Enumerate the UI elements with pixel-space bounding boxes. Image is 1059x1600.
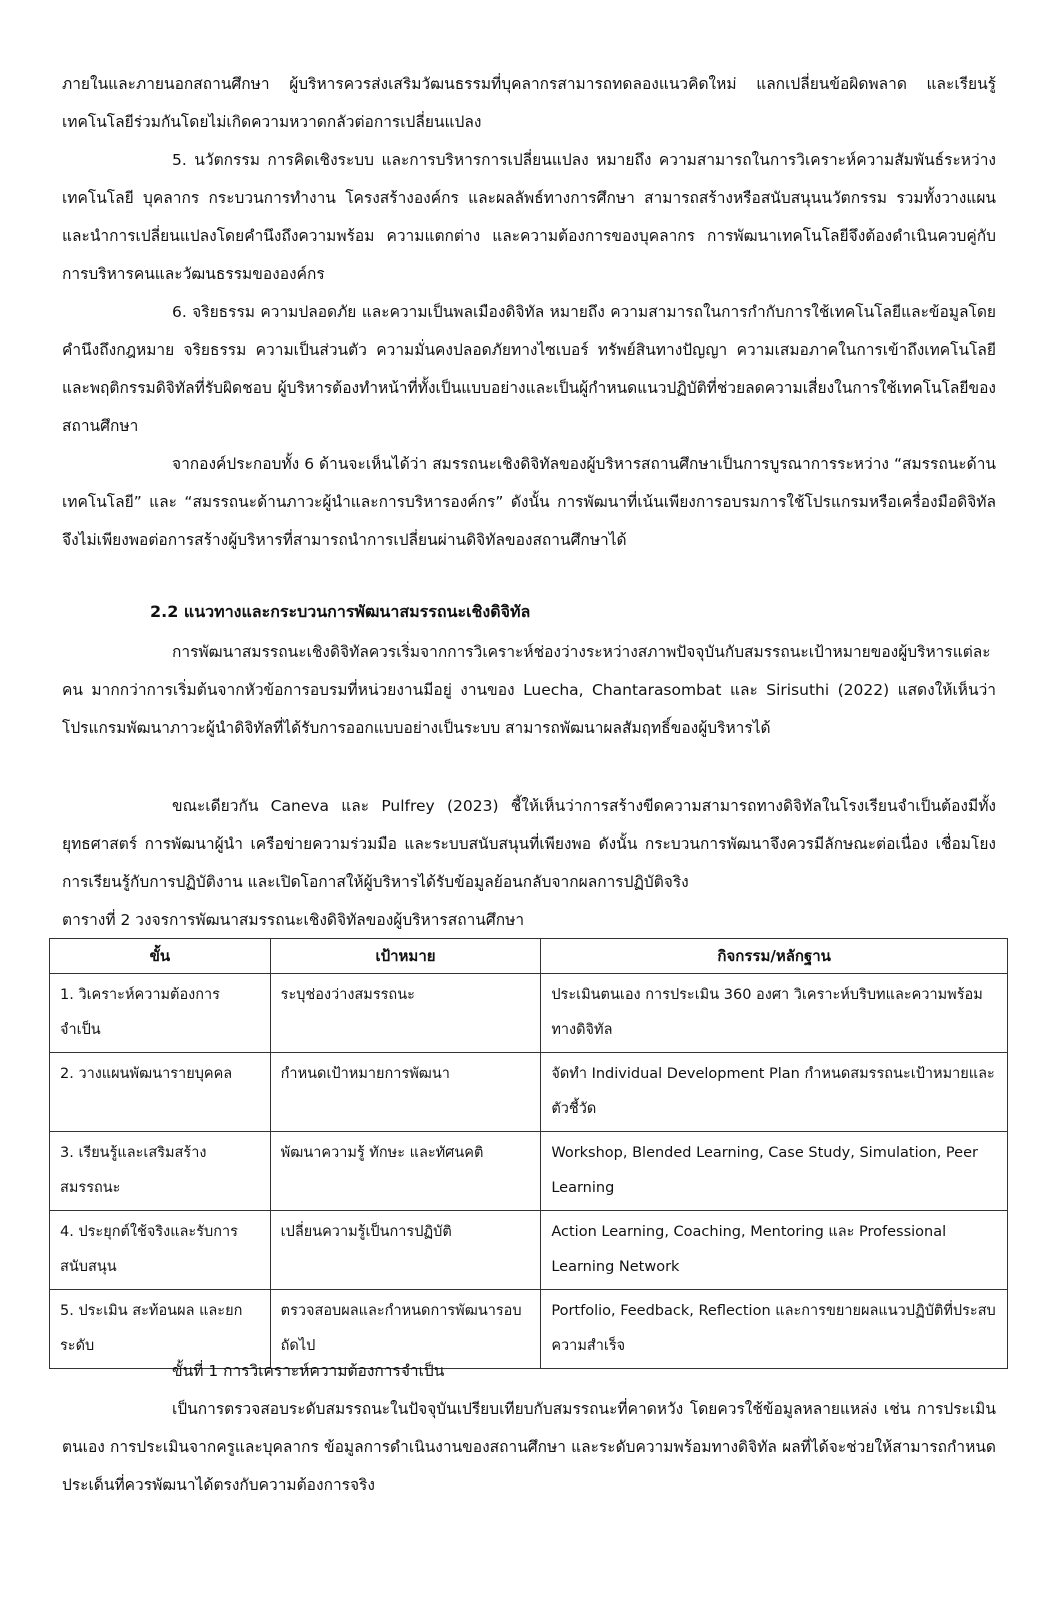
paragraph-item-5: 5. นวัตกรรม การคิดเชิงระบบ และการบริหารการเปลี่ยนแปลง หมายถึง ความสามารถในการวิเคราะห์ความสัมพันธ์ระหว่างเทคโนโลยี บุคลากร กระบวนการทำงาน โครงสร้างองค์กร และผลลัพธ์ทางการศึกษา สามารถสร้างหรือสนับสนุนนวัตกรรม รวมทั้งวางแผนและนำการเปลี่ยนแปลงโดยคำนึงถึงความพร้อม ความแตกต่าง และความต้องการของบุคลากร การพัฒนาเทคโนโลยีจึงต้องดำเนินควบคู่กับการบริหารคนและวัฒนธรรมขององค์กร <box>62 151 996 283</box>
paragraph-step-1-body: เป็นการตรวจสอบระดับสมรรถนะในปัจจุบันเปรียบเทียบกับสมรรถนะที่คาดหวัง โดยควรใช้ข้อมูลหลายแหล่ง เช่น การประเมินตนเอง การประเมินจากครูและบุคลากร ข้อมูลการดำเนินงานของสถานศึกษา และระดับความพร้อมทางดิจิทัล ผลที่ได้จะช่วยให้สามารถกำหนดประเด็นที่ควรพัฒนาได้ตรงกับความต้องการจริง <box>62 1400 996 1494</box>
table-cell-step: 3. เรียนรู้และเสริมสร้างสมรรถนะ <box>50 1132 271 1211</box>
table-cell-activities: Workshop, Blended Learning, Case Study, Simulation, Peer Learning <box>541 1132 1008 1211</box>
table-row <box>50 1053 1008 1132</box>
table-cell-step: 4. ประยุกต์ใช้จริงและรับการสนับสนุน <box>50 1211 271 1290</box>
paragraph-summary: จากองค์ประกอบทั้ง 6 ด้านจะเห็นได้ว่า สมรรถนะเชิงดิจิทัลของผู้บริหารสถานศึกษาเป็นการบูรณาการระหว่าง “สมรรถนะด้านเทคโนโลยี” และ “สมรรถนะด้านภาวะผู้นำและการบริหารองค์กร” ดังนั้น การพัฒนาที่เน้นเพียงการอบรมการใช้โปรแกรมหรือเครื่องมือดิจิทัลจึงไม่เพียงพอต่อการสร้างผู้บริหารที่สามารถนำการเปลี่ยนผ่านดิจิทัลของสถานศึกษาได้ <box>62 455 996 549</box>
paragraph-capacity-building: ขณะเดียวกัน Caneva และ Pulfrey (2023) ชี้ให้เห็นว่าการสร้างขีดความสามารถทางดิจิทัลในโรงเรียนจำเป็นต้องมีทั้งยุทธศาสตร์ การพัฒนาผู้นำ เครือข่ายความร่วมมือ และระบบสนับสนุนที่เพียงพอ ดังนั้น กระบวนการพัฒนาจึงควรมีลักษณะต่อเนื่อง เชื่อมโยงการเรียนรู้กับการปฏิบัติงาน และเปิดโอกาสให้ผู้บริหารได้รับข้อมูลย้อนกลับจากผลการปฏิบัติจริง <box>62 797 996 891</box>
paragraph-development-approach: การพัฒนาสมรรถนะเชิงดิจิทัลควรเริ่มจากการวิเคราะห์ช่องว่างระหว่างสภาพปัจจุบันกับสมรรถนะเป้าหมายของผู้บริหารแต่ละคน มากกว่าการเริ่มต้นจากหัวข้อการอบรมที่หน่วยงานมีอยู่ งานของ Luecha, Chantarasombat และ Sirisuthi (2022) แสดงให้เห็นว่าโปรแกรมพัฒนาภาวะผู้นำดิจิทัลที่ได้รับการออกแบบอย่างเป็นระบบ สามารถพัฒนาผลสัมฤทธิ์ของผู้บริหารได้ <box>62 643 996 737</box>
paragraph-item-6: 6. จริยธรรม ความปลอดภัย และความเป็นพลเมืองดิจิทัล หมายถึง ความสามารถในการกำกับการใช้เทคโนโลยีและข้อมูลโดยคำนึงถึงกฎหมาย จริยธรรม ความเป็นส่วนตัว ความมั่นคงปลอดภัยทางไซเบอร์ ทรัพย์สินทางปัญญา ความเสมอภาคในการเข้าถึงเทคโนโลยี และพฤติกรรมดิจิทัลที่รับผิดชอบ ผู้บริหารต้องทำหน้าที่ทั้งเป็นแบบอย่างและเป็นผู้กำหนดแนวปฏิบัติที่ช่วยลดความเสี่ยงในการใช้เทคโนโลยีของสถานศึกษา <box>62 303 996 435</box>
table-cell-goal: เปลี่ยนความรู้เป็นการปฏิบัติ <box>270 1211 541 1290</box>
table-cell-step: 1. วิเคราะห์ความต้องการจำเป็น <box>50 974 271 1053</box>
table-cell-activities: ประเมินตนเอง การประเมิน 360 องศา วิเคราะห์บริบทและความพร้อมทางดิจิทัล <box>541 974 1008 1053</box>
table-caption: ตารางที่ 2 วงจรการพัฒนาสมรรถนะเชิงดิจิทัลของผู้บริหารสถานศึกษา <box>62 911 525 929</box>
header-activities: กิจกรรม/หลักฐาน <box>541 939 1008 974</box>
table-cell-activities: Portfolio, Feedback, Reflection และการขยายผลแนวปฏิบัติที่ประสบความสำเร็จ <box>541 1290 1008 1369</box>
paragraph-culture: ภายในและภายนอกสถานศึกษา ผู้บริหารควรส่งเสริมวัฒนธรรมที่บุคลากรสามารถทดลองแนวคิดใหม่ แลกเปลี่ยนข้อผิดพลาด และเรียนรู้เทคโนโลยีร่วมกันโดยไม่เกิดความหวาดกลัวต่อการเปลี่ยนแปลง <box>62 75 996 131</box>
table-row <box>50 974 1008 1053</box>
header-goal: เป้าหมาย <box>270 939 541 974</box>
header-step: ขั้น <box>50 939 271 974</box>
development-cycle-table <box>49 938 1008 1369</box>
table-cell-step: 5. ประเมิน สะท้อนผล และยกระดับ <box>50 1290 271 1369</box>
table-cell-goal: กำหนดเป้าหมายการพัฒนา <box>270 1053 541 1132</box>
paragraph-step-1-title: ขั้นที่ 1 การวิเคราะห์ความต้องการจำเป็น <box>172 1362 445 1380</box>
table-cell-activities: Action Learning, Coaching, Mentoring และ Professional Learning Network <box>541 1211 1008 1290</box>
table-cell-activities: จัดทำ Individual Development Plan กำหนดสมรรถนะเป้าหมายและตัวชี้วัด <box>541 1053 1008 1132</box>
table-row <box>50 1132 1008 1211</box>
table-cell-step: 2. วางแผนพัฒนารายบุคคล <box>50 1053 271 1132</box>
table-header-row <box>50 939 1008 974</box>
section-heading: 2.2 แนวทางและกระบวนการพัฒนาสมรรถนะเชิงดิจิทัล <box>150 602 531 621</box>
table-row <box>50 1211 1008 1290</box>
table-cell-goal: พัฒนาความรู้ ทักษะ และทัศนคติ <box>270 1132 541 1211</box>
table-cell-goal: ตรวจสอบผลและกำหนดการพัฒนารอบถัดไป <box>270 1290 541 1369</box>
table-cell-goal: ระบุช่องว่างสมรรถนะ <box>270 974 541 1053</box>
